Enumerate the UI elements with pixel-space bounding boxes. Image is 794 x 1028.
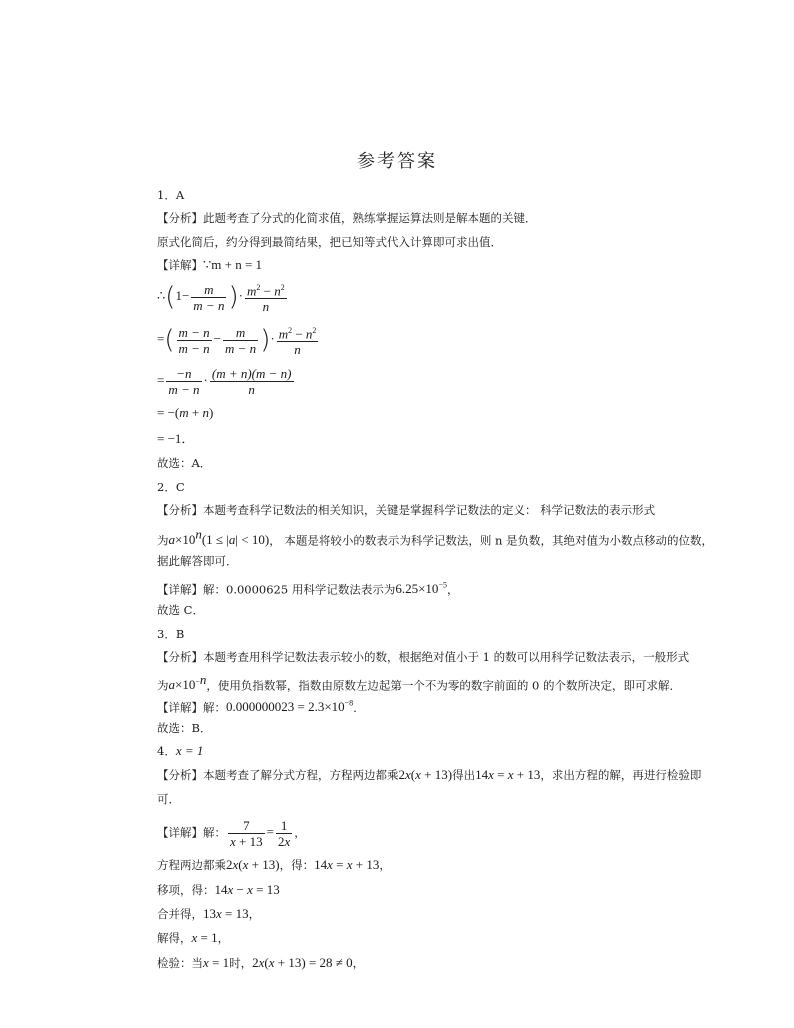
q1-analysis-2: 原式化简后，约分得到最简结果，把已知等式代入计算即可求出值．: [157, 235, 502, 249]
q4-step-3: 合并得，13x = 13，: [157, 906, 261, 921]
q1-eq-3: = $\frac{-n}{m - n}$ · $\frac{(m + n)(m - n)}{n}$: [157, 366, 292, 397]
q4-head: 4．x = 1: [157, 743, 204, 758]
q1-eq-2: =( $\frac{m - n}{m - n}$ − $\frac{m}{m - n}$ )· $\frac{m^2 - n^2}{n}$: [157, 324, 317, 358]
q1-eq-5: = −1．: [157, 431, 195, 446]
q1-head: 1．A: [157, 188, 185, 202]
q1-eq-1: ∴(1− $\frac{m}{m - n}$ )· $\frac{m^2 - n^2}{n}$: [157, 281, 285, 315]
q2-head: 2．C: [157, 480, 185, 494]
q2-analysis: 【分析】本题考查科学记数法的相关知识，关键是掌握科学记数法的定义： 科学记数法的表示形式: [157, 503, 656, 517]
q4-step-5: 检验：当x = 1时，2x(x + 13) = 28 ≠ 0，: [157, 955, 365, 970]
q3-analysis-2: 为$a\times 10^{-n}$，使用负指数幂，指数由原数左边起第一个不为零的数字前面的 0 的个数所决定，即可求解．: [157, 672, 681, 693]
q2-analysis-2: 为$a\times 10^n(1 \le |a| < 10)$， 本题是将较小的数表示为科学记数法，则 n 是负数，其绝对值为小数点移动的位数，: [157, 527, 714, 548]
q1-choice: 故选：A．: [157, 456, 212, 470]
q4-analysis-2: 可．: [157, 792, 180, 806]
q3-detail: 【详解】解：$0.000000023 = 2.3\times 10^{-8}$．: [157, 699, 365, 715]
q1-analysis: 【分析】此题考查了分式的化简求值，熟练掌握运算法则是解本题的关键．: [157, 211, 537, 225]
q3-head: 3．B: [157, 627, 185, 641]
q4-analysis: 【分析】本题考查了解分式方程，方程两边都乘2x(x + 13)得出14x = x + 13，求出方程的解，再进行检验即: [157, 767, 702, 782]
q2-choice: 故选 C．: [157, 603, 204, 617]
q4-step-2: 移项，得：14x − x = 13: [157, 882, 280, 897]
q1-eq-4: = −(m + n): [157, 405, 214, 420]
page-title: 参考答案: [357, 151, 437, 172]
q2-analysis-3: 据此解答即可．: [157, 554, 238, 568]
q1-detail: 【详解】∵m + n = 1: [157, 257, 263, 272]
q4-detail: 【详解】解： $\frac{7}{x + 13}$ = $\frac{1}{2x}$ ，: [157, 818, 306, 849]
q4-step-4: 解得，x = 1，: [157, 930, 230, 945]
q4-step-1: 方程两边都乘2x(x + 13)，得：14x = x + 13，: [157, 857, 391, 872]
q3-choice: 故选：B．: [157, 721, 212, 735]
q3-analysis: 【分析】本题考查用科学记数法表示较小的数，根据绝对值小于 1 的数可以用科学记数法表示，一般形式: [157, 650, 690, 664]
q2-detail: 【详解】解：0.0000625 用科学记数法表示为$6.25\times 10^{-5}$，: [157, 581, 459, 597]
